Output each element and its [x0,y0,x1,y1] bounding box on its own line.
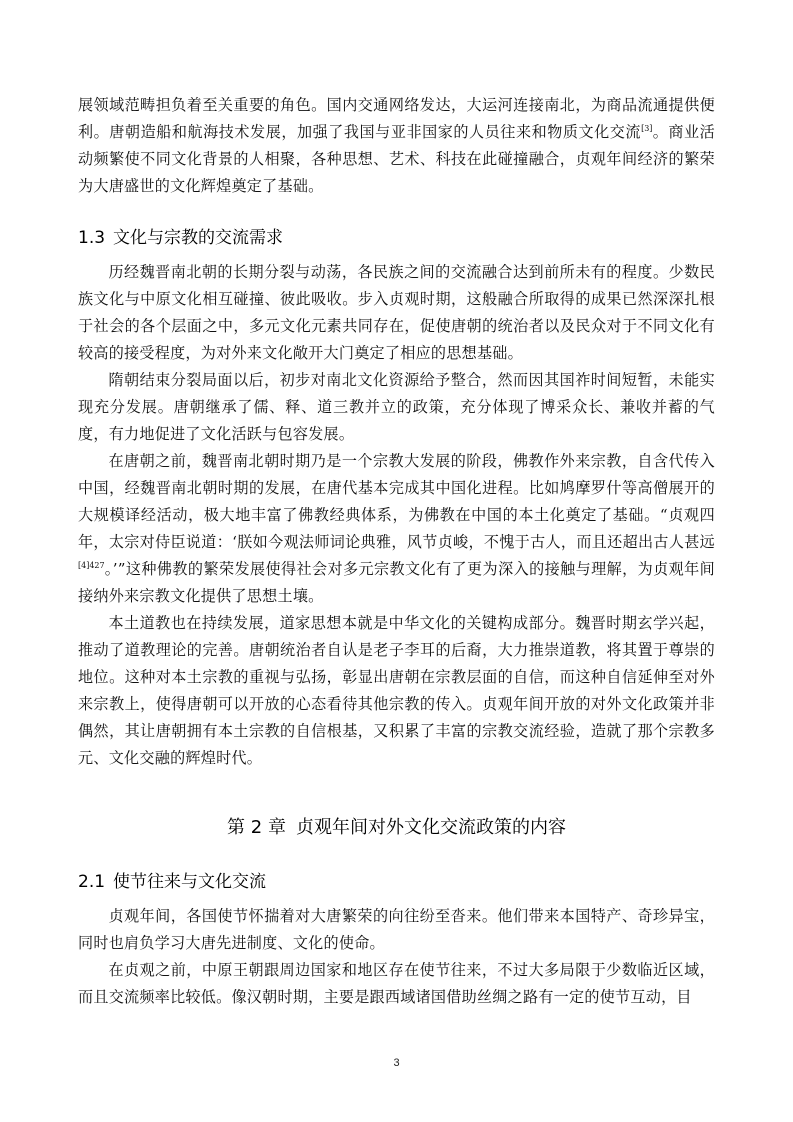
section-1-3-paragraph-1: 历经魏晋南北朝的长期分裂与动荡，各民族之间的交流融合达到前所未有的程度。少数民族文化与中原文化相互碰撞、彼此吸收。步入贞观时期，这般融合所取得的成果已然深深扎根于社会的各个层面之中，多元文化元素共同存在，促使唐朝的统治者以及民众对于不同文化有较高的接受程度，为对外来文化敞开大门奠定了相应的思想基础。 [78,263,715,362]
section-number: 2.1 [78,872,106,892]
page-number: 3 [393,1057,400,1069]
intro-text-a: 展领域范畴担负着至关重要的角色。国内交通网络发达，大运河连接南北，为商品流通提供便利。唐朝造船和航海技术发展，加强了我国与亚非国家的人员往来和物质文化交流 [78,96,715,141]
section-1-3-paragraph-4: 本土道教也在持续发展，道家思想本就是中华文化的关键构成部分。魏晋时期玄学兴起，推动了道教理论的完善。唐朝统治者自认是老子李耳的后裔，大力推崇道教，将其置于尊崇的地位。这种对本土宗教的重视与弘扬，彰显出唐朝在宗教层面的自信，而这种自信延伸至对外来宗教上，使得唐朝可以开放的心态看待其他宗教的传入。贞观年间开放的对外文化政策并非偶然，其让唐朝拥有本土宗教的自信根基，又积累了丰富的宗教交流经验，造就了那个宗教多元、文化交融的辉煌时代。 [78,614,715,767]
section-number: 1.3 [78,228,106,248]
chapter-number: 第 2 章 [227,817,286,838]
document-body [78,92,715,1011]
section-1-3-paragraph-3 [78,448,715,610]
paragraph-3-text-a: 在唐朝之前，魏晋南北朝时期乃是一个宗教大发展的阶段，佛教作外来宗教，自含代传入中国，经魏晋南北朝时期的发展，在唐代基本完成其中国化进程。比如鸠摩罗什等高僧展开的大规模译经活动，极大地丰富了佛教经典体系，为佛教在中国的本土化奠定了基础。“贞观四年，太宗对侍臣说道：‘朕如今观法师词论典雅，风节贞峻，不愧于古人，而且还超出古人甚远 [78,452,715,551]
paragraph-3-text-b: 。’”这种佛教的繁荣发展使得社会对多元宗教文化有了更为深入的接触与理解，为贞观年间接纳外来宗教文化提供了思想土壤。 [78,560,715,605]
intro-paragraph [78,92,715,200]
section-title: 使节往来与文化交流 [113,872,267,892]
section-2-1-paragraph-2: 在贞观之前，中原王朝跟周边国家和地区存在使节往来，不过大多局限于少数临近区域，而且交流频率比较低。像汉朝时期，主要是跟西域诸国借助丝绸之路有一定的使节互动，目 [78,961,715,1006]
citation-3: [3] [641,124,653,133]
section-2-1-heading [78,870,715,894]
citation-4: [4]427 [78,561,105,570]
section-1-3-paragraph-2: 隋朝结束分裂局面以后，初步对南北文化资源给予整合，然而因其国祚时间短暂，未能实现充分发展。唐朝继承了儒、释、道三教并立的政策，充分体现了博采众长、兼收并蓄的气度，有力地促进了文化活跃与包容发展。 [78,371,715,443]
chapter-title: 贞观年间对外文化交流政策的内容 [295,817,566,838]
section-title: 文化与宗教的交流需求 [113,228,284,248]
section-1-3-heading [78,226,715,250]
intro-text-b: 。商业活动频繁使不同文化背景的人相聚，各种思想、艺术、科技在此碰撞融合，贞观年间经济的繁荣为大唐盛世的文化辉煌奠定了基础。 [78,123,715,195]
section-2-1-paragraph-1: 贞观年间，各国使节怀揣着对大唐繁荣的向往纷至沓来。他们带来本国特产、奇珍异宝，同时也肩负学习大唐先进制度、文化的使命。 [78,907,715,952]
chapter-2-heading [78,816,715,840]
